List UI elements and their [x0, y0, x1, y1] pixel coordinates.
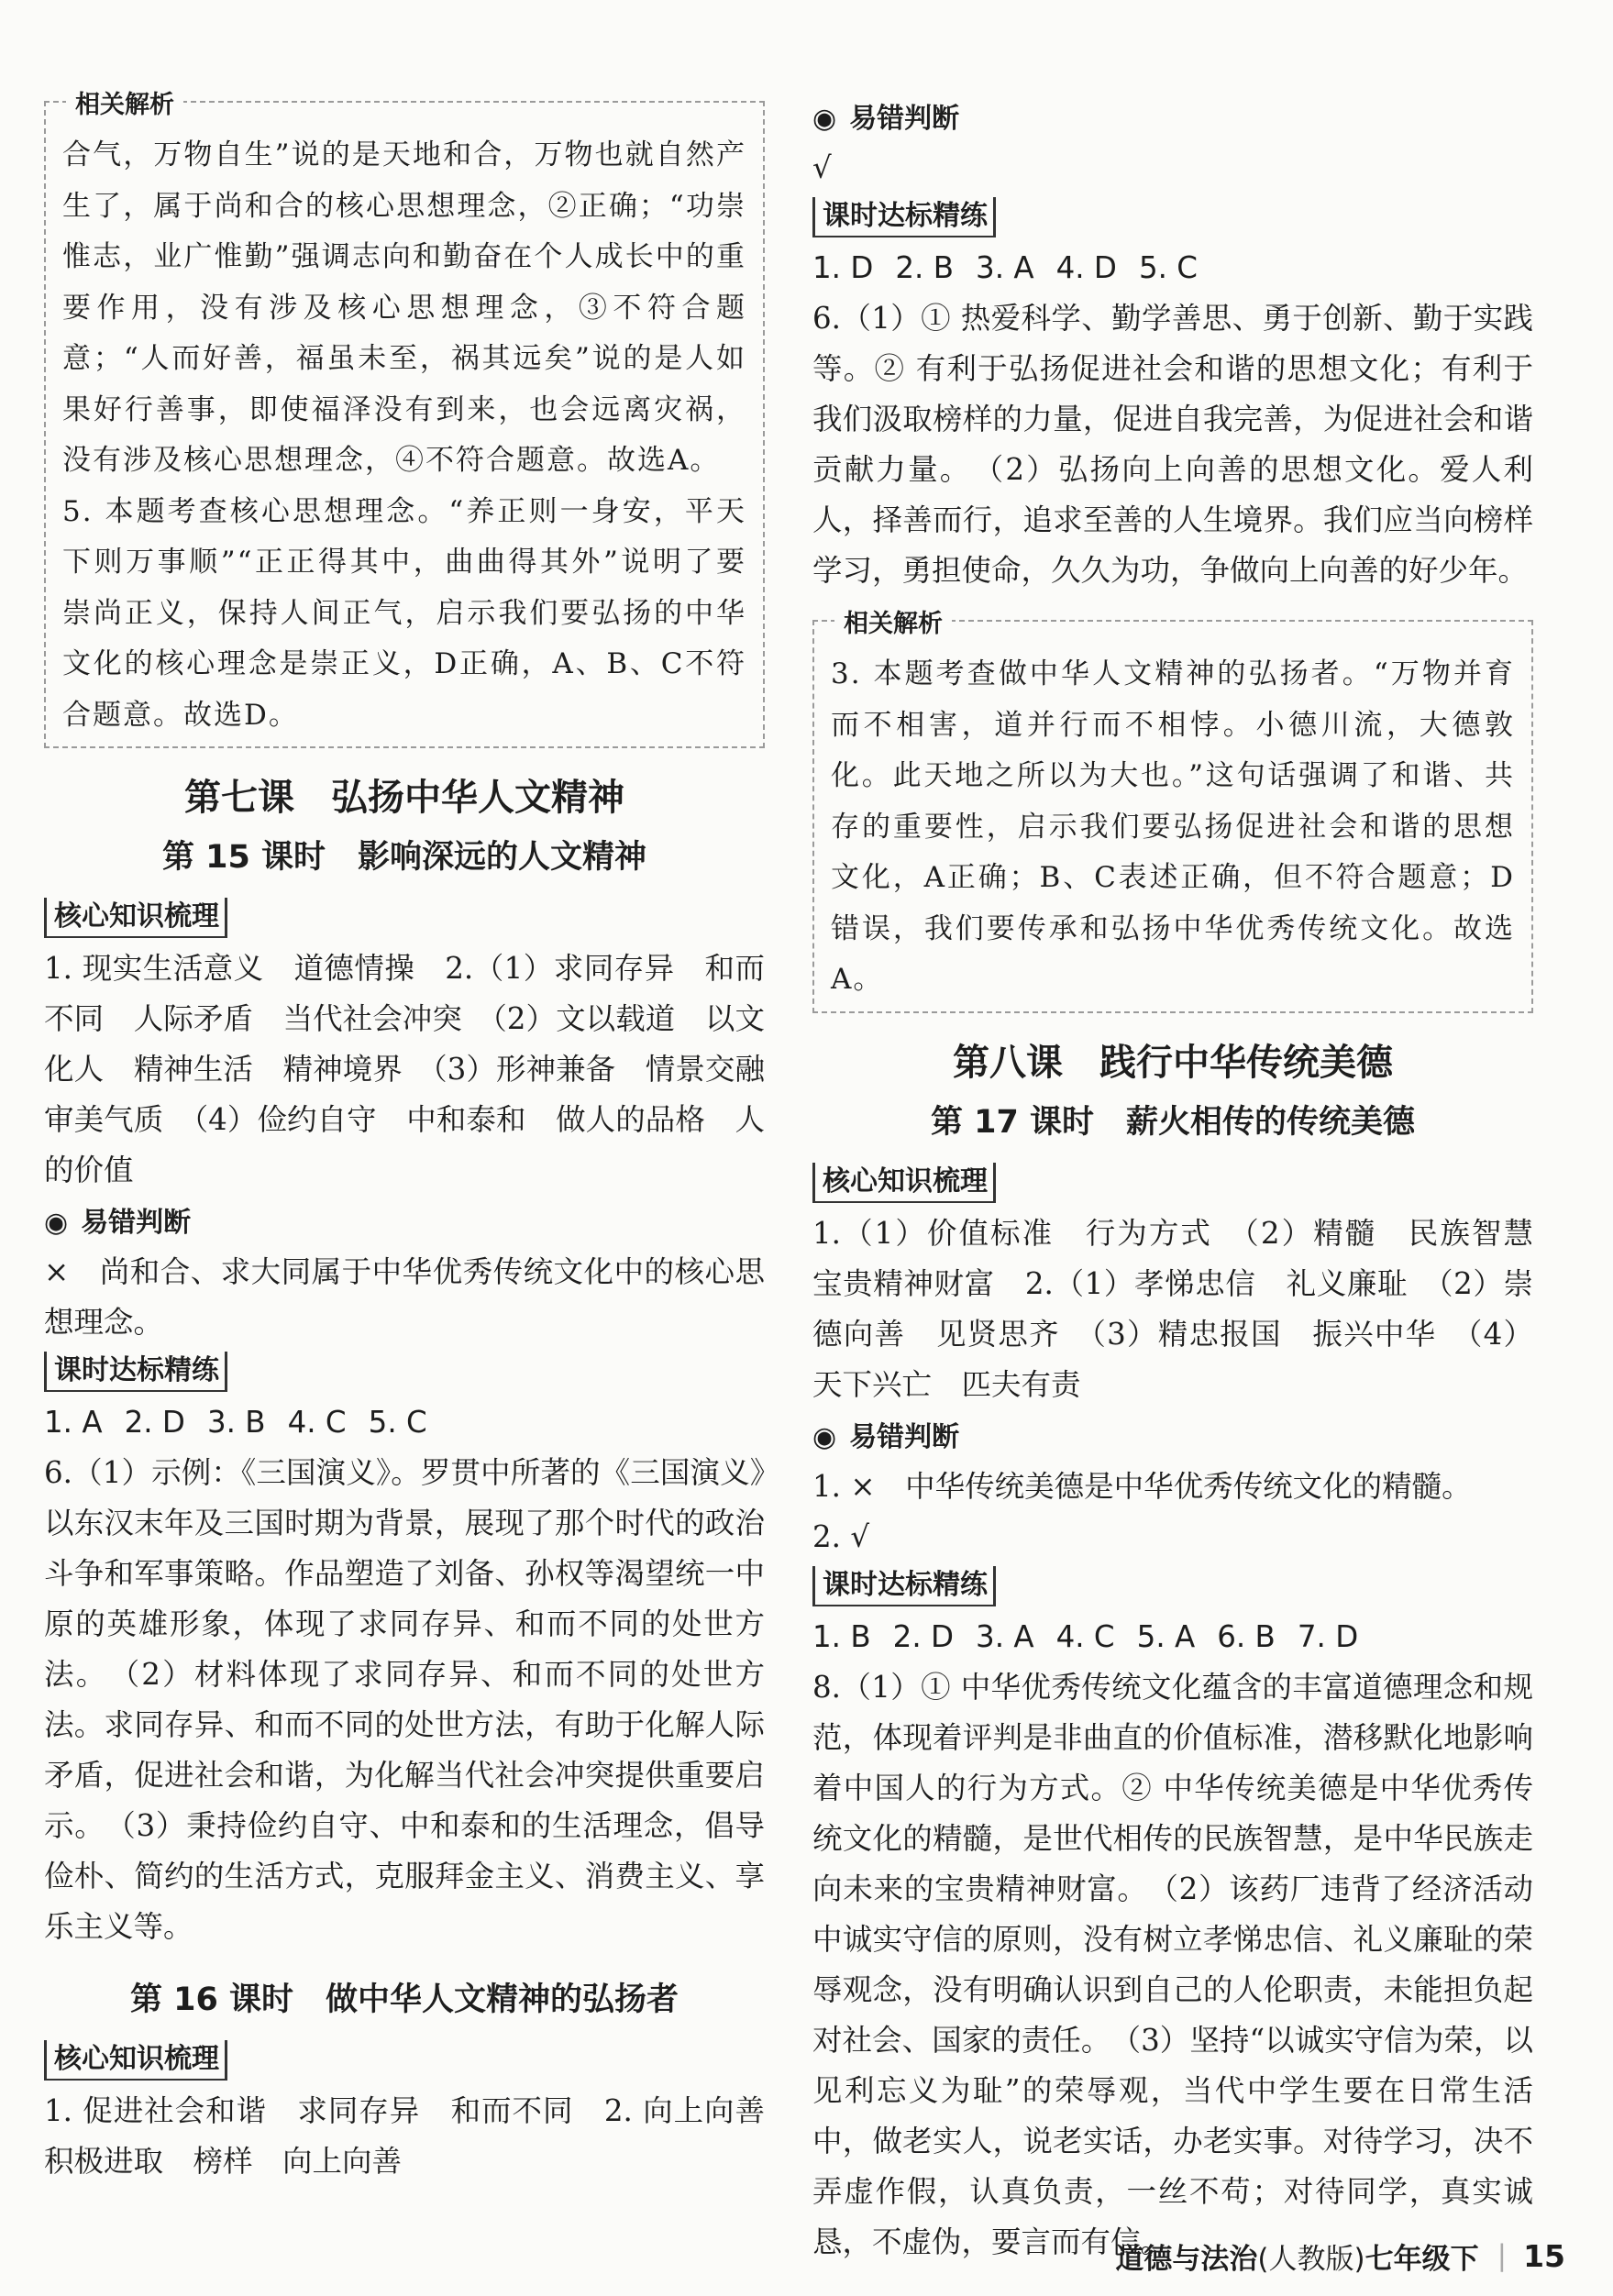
- judge-text: 2. √: [812, 1518, 870, 1554]
- question-6-answer: 6.（1）① 热爱科学、勤学善思、勇于创新、勤于实践等。② 有利于弘扬促进社会和谐的思想文化；有利于我们汲取榜样的力量，促进自我完善，为促进社会和谐贡献力量。 （2）弘扬向上向善的思想文化。爱人利人，择善而行，追求至善的人生境界。我们应当向榜样学习，勇担使命，久久为功，争做向上向善的好少年。: [812, 301, 1533, 588]
- section-label: 课时达标精练: [812, 1566, 996, 1606]
- answer: 4. C: [287, 1405, 347, 1440]
- section-label: 核心知识梳理: [44, 898, 227, 938]
- question-6-answer: 6.（1）示例：《三国演义》。罗贯中所著的《三国演义》以东汉末年及三国时期为背景，展现了那个时代的政治斗争和军事策略。作品塑造了刘备、孙权等渴望统一中原的英雄形象，体现了求同存异、和而不同的处世方法。 （2）材料体现了求同存异、和而不同的处世方法。求同存异、和而不同的处世方法，有助于化解人际矛盾，促进社会和谐，为化解当代社会冲突提供重要启示。 （3）秉持俭约自守、中和泰和的生活理念，倡导俭朴、简约的生活方式，克服拜金主义、消费主义、享乐主义等。: [44, 1455, 765, 1944]
- answer: 1. A: [44, 1405, 103, 1440]
- judge-text: √: [812, 150, 832, 185]
- period-title: 第 17 课时 薪火相传的传统美德: [930, 1103, 1416, 1141]
- answer: 6. B: [1217, 1618, 1276, 1654]
- page-footer: [1115, 2228, 1565, 2283]
- left-column: [44, 91, 795, 2187]
- analysis-label: 相关解析: [66, 84, 183, 120]
- footer-subject: 道德与法治: [1115, 2242, 1258, 2276]
- lesson-title: 第七课 弘扬中华人文精神: [184, 777, 624, 819]
- judge-text: 1. × 中华传统美德是中华优秀传统文化的精髓。: [812, 1468, 1472, 1504]
- answer: 5. C: [1138, 250, 1199, 285]
- judge-text: × 尚和合、求大同属于中华优秀传统文化中的核心思想理念。: [44, 1254, 765, 1340]
- section-label: 课时达标精练: [812, 197, 996, 237]
- target-icon: ◉: [812, 103, 837, 135]
- answer: 2. D: [124, 1405, 185, 1440]
- judge-label-text: 易错判断: [849, 103, 960, 135]
- target-icon: ◉: [812, 1420, 837, 1453]
- knowledge-text: 1. 现实生活意义 道德情操 2.（1）求同存异 和而不同 人际矛盾 当代社会冲突 （2）文以载道 以文化人 精神生活 精神境界 （3）形神兼备 情景交融 审美气质 （4）俭约自守 中和泰和 做人的品格 人的价值: [44, 951, 795, 1187]
- answers-row: [44, 1397, 765, 1448]
- judge-label: [44, 1201, 765, 1245]
- answer: 7. D: [1297, 1618, 1359, 1654]
- footer-divider: |: [1497, 2239, 1508, 2272]
- judge-label: [812, 1416, 1533, 1460]
- judge-label: [812, 97, 1533, 141]
- section-label: 课时达标精练: [44, 1352, 227, 1392]
- answers-row: [812, 1612, 1533, 1662]
- analysis-box: [44, 91, 765, 748]
- knowledge-text: 1.（1）价值标准 行为方式 （2）精髓 民族智慧 宝贵精神财富 2.（1）孝悌忠信 礼义廉耻 （2）崇德向善 见贤思齐 （3）精忠报国 振兴中华 （4）天下兴亡 匹夫有责: [812, 1215, 1563, 1402]
- answer: 2. B: [895, 250, 955, 285]
- answer: 1. B: [812, 1618, 871, 1654]
- target-icon: ◉: [44, 1207, 69, 1239]
- answer: 1. D: [812, 250, 874, 285]
- answer: 4. C: [1055, 1618, 1115, 1654]
- answer: 5. C: [368, 1405, 427, 1440]
- analysis-paragraph: 合气，万物自生”说的是天地和合，万物也就自然产生了，属于尚和合的核心思想理念，②正确；“功崇惟志，业广惟勤”强调志向和勤奋在个人成长中的重要作用，没有涉及核心思想理念，③不符合题意；“人而好善，福虽未至，祸其远矣”说的是人如果好行善事，即使福泽没有到来，也会远离灾祸，没有涉及核心思想理念，④不符合题意。故选A。: [62, 138, 746, 477]
- analysis-box: [812, 610, 1533, 1013]
- answer: 2. D: [892, 1618, 955, 1654]
- answer: 4. D: [1055, 250, 1117, 285]
- period-title: 第 15 课时 影响深远的人文精神: [161, 839, 647, 876]
- analysis-paragraph: 5. 本题考查核心思想理念。“养正则一身安，平天下则万事顺”“正正得其中，曲曲得其外”说明了要崇尚正义，保持人间正气，启示我们要弘扬的中华文化的核心理念是崇正义，D正确，A、B、C不符合题意。故选D。: [62, 494, 746, 732]
- footer-edition: (人教版): [1257, 2242, 1365, 2276]
- analysis-label: 相关解析: [834, 603, 952, 639]
- judge-label-text: 易错判断: [849, 1420, 960, 1453]
- answers-row: [812, 243, 1533, 293]
- period-title: 第 16 课时 做中华人文精神的弘扬者: [129, 1981, 679, 2018]
- analysis-paragraph: 3. 本题考查做中华人文精神的弘扬者。“万物并育而不相害，道并行而不相悖。小德川流，大德敦化。此天地之所以为大也。”这句话强调了和谐、共存的重要性，启示我们要弘扬促进社会和谐的思想文化，A正确；B、C表述正确，但不符合题意；D错误，我们要传承和弘扬中华优秀传统文化。故选A。: [831, 657, 1515, 996]
- lesson-title: 第八课 践行中华传统美德: [953, 1041, 1393, 1084]
- knowledge-text: 1. 促进社会和谐 求同存异 和而不同 2. 向上向善 积极进取 榜样 向上向善: [44, 2093, 795, 2179]
- answer: 3. B: [206, 1405, 266, 1440]
- answer: 3. A: [976, 250, 1034, 285]
- question-8-answer: 8.（1）① 中华优秀传统文化蕴含的丰富道德理念和规范，体现着评判是非曲直的价值标准，潜移默化地影响着中国人的行为方式。② 中华传统美德是中华优秀传统文化的精髓，是世代相传的民族智慧，是中华民族走向未来的宝贵精神财富。 （2）该药厂违背了经济活动中诚实守信的原则，没有树立孝悌忠信、礼义廉耻的荣辱观念，没有明确认识到自己的人伦职责，未能担负起对社会、国家的责任。 （3）坚持“以诚实守信为荣，以见利忘义为耻”的荣辱观，当代中学生要在日常生活中，做老实人，说老实话，办老实事。对待学习，决不弄虚作假，认真负责，一丝不苟；对待同学，真实诚恳，不虚伪，要言而有信。: [812, 1669, 1533, 2259]
- footer-grade: 七年级下: [1364, 2242, 1479, 2276]
- page-number: 15: [1523, 2237, 1565, 2274]
- answer: 5. A: [1136, 1618, 1196, 1654]
- section-label: 核心知识梳理: [44, 2040, 227, 2081]
- section-label: 核心知识梳理: [812, 1163, 996, 1203]
- judge-label-text: 易错判断: [81, 1207, 192, 1239]
- answer: 3. A: [976, 1618, 1034, 1654]
